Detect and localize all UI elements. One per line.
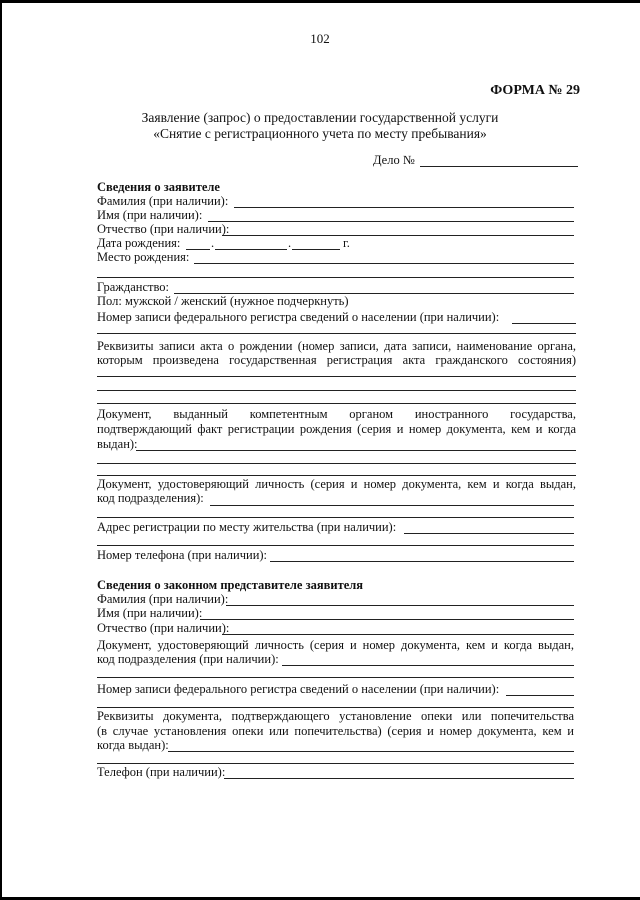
residence-address-field-2[interactable] — [97, 545, 574, 546]
birth-act-label-line-2: которым произведена государственная регистрация акта гражданского состояния) — [97, 353, 576, 367]
residence-address-field[interactable] — [404, 533, 574, 534]
rep-registry-number-field[interactable] — [506, 695, 574, 696]
applicant-surname-field[interactable] — [234, 207, 574, 208]
foreign-doc-field-1[interactable] — [136, 450, 576, 451]
rep-id-doc-field-1[interactable] — [282, 665, 574, 666]
foreign-doc-label-line-1: Документ, выданный компетентным органом иностранного государства, — [97, 407, 576, 421]
rep-id-doc-field-2[interactable] — [97, 677, 574, 678]
case-number-field[interactable] — [420, 166, 578, 167]
foreign-doc-field-2[interactable] — [97, 463, 576, 464]
case-number-label: Дело № — [373, 153, 415, 167]
foreign-doc-label-line-3: выдан): — [97, 437, 138, 451]
applicant-phone-label: Номер телефона (при наличии): — [97, 548, 268, 562]
rep-id-doc-label-line-2: код подразделения (при наличии): — [97, 652, 279, 666]
applicant-name-label: Имя (при наличии): — [97, 208, 203, 222]
guardianship-label-line-3: когда выдан): — [97, 738, 169, 752]
applicant-id-doc-label-line-1: Документ, удостоверяющий личность (серия и номер документа, кем и когда выдан, — [97, 477, 576, 491]
birth-date-separator-1: . — [211, 236, 215, 250]
rep-patronymic-field[interactable] — [222, 634, 574, 635]
birth-year-field[interactable] — [292, 249, 340, 250]
applicant-id-doc-field-2[interactable] — [97, 517, 574, 518]
guardianship-field-1[interactable] — [168, 751, 574, 752]
rep-registry-number-label: Номер записи федерального регистра сведений о населении (при наличии): — [97, 682, 500, 696]
applicant-phone-field[interactable] — [270, 561, 574, 562]
guardianship-label-line-1: Реквизиты документа, подтверждающего установление опеки или попечительства — [97, 709, 574, 723]
applicant-registry-number-label: Номер записи федерального регистра сведений о населении (при наличии): — [97, 310, 500, 324]
applicant-birth-date-label: Дата рождения: — [97, 236, 181, 250]
applicant-citizenship-label: Гражданство: — [97, 280, 170, 294]
scan-edge-top — [0, 0, 640, 3]
birth-day-field[interactable] — [186, 249, 210, 250]
birth-act-field-1[interactable] — [97, 376, 576, 377]
residence-address-label: Адрес регистрации по месту жительства (при наличии): — [97, 520, 397, 534]
birth-act-field-2[interactable] — [97, 390, 576, 391]
form-title-line-2: «Снятие с регистрационного учета по месту пребывания» — [153, 126, 487, 141]
applicant-birth-place-label: Место рождения: — [97, 250, 190, 264]
birth-month-field[interactable] — [215, 249, 287, 250]
form-number: ФОРМА № 29 — [490, 83, 580, 98]
rep-name-label: Имя (при наличии): — [97, 606, 203, 620]
applicant-registry-number-field-2[interactable] — [97, 333, 576, 334]
applicant-registry-number-field[interactable] — [512, 323, 576, 324]
birth-act-field-3[interactable] — [97, 403, 576, 404]
applicant-birth-place-field[interactable] — [194, 263, 574, 264]
rep-patronymic-label: Отчество (при наличии): — [97, 621, 230, 635]
representative-heading: Сведения о законном представителе заявителя — [97, 578, 364, 592]
rep-id-doc-label-line-1: Документ, удостоверяющий личность (серия и номер документа, кем и когда выдан, — [97, 638, 574, 652]
applicant-id-doc-field-1[interactable] — [210, 505, 574, 506]
guardianship-field-2[interactable] — [97, 763, 574, 764]
applicant-name-field[interactable] — [208, 221, 574, 222]
birth-act-label-line-1: Реквизиты записи акта о рождении (номер записи, дата записи, наименование органа, — [97, 339, 576, 353]
birth-date-separator-2: . — [288, 236, 292, 250]
rep-surname-field[interactable] — [226, 605, 574, 606]
applicant-sex-label: Пол: мужской / женский (нужное подчеркнуть) — [97, 294, 349, 308]
rep-surname-label: Фамилия (при наличии): — [97, 592, 229, 606]
foreign-doc-field-3[interactable] — [97, 475, 576, 476]
rep-name-field[interactable] — [200, 619, 574, 620]
applicant-patronymic-label: Отчество (при наличии): — [97, 222, 230, 236]
form-title-line-1: Заявление (запрос) о предоставлении государственной услуги — [141, 110, 499, 125]
applicant-surname-label: Фамилия (при наличии): — [97, 194, 229, 208]
applicant-id-doc-label-line-2: код подразделения): — [97, 491, 204, 505]
rep-registry-number-field-2[interactable] — [97, 707, 574, 708]
foreign-doc-label-line-2: подтверждающий факт регистрации рождения (серия и номер документа, кем и когда — [97, 422, 576, 436]
applicant-heading: Сведения о заявителе — [97, 180, 220, 194]
rep-phone-field[interactable] — [224, 778, 574, 779]
guardianship-label-line-2: (в случае установления опеки или попечительства) (серия и номер документа, кем и — [97, 724, 574, 738]
birth-year-suffix: г. — [343, 236, 350, 250]
rep-phone-label: Телефон (при наличии): — [97, 765, 226, 779]
page-number: 102 — [310, 31, 330, 46]
applicant-birth-place-field-2[interactable] — [97, 277, 574, 278]
scan-edge-left — [0, 0, 2, 900]
applicant-patronymic-field[interactable] — [222, 235, 574, 236]
